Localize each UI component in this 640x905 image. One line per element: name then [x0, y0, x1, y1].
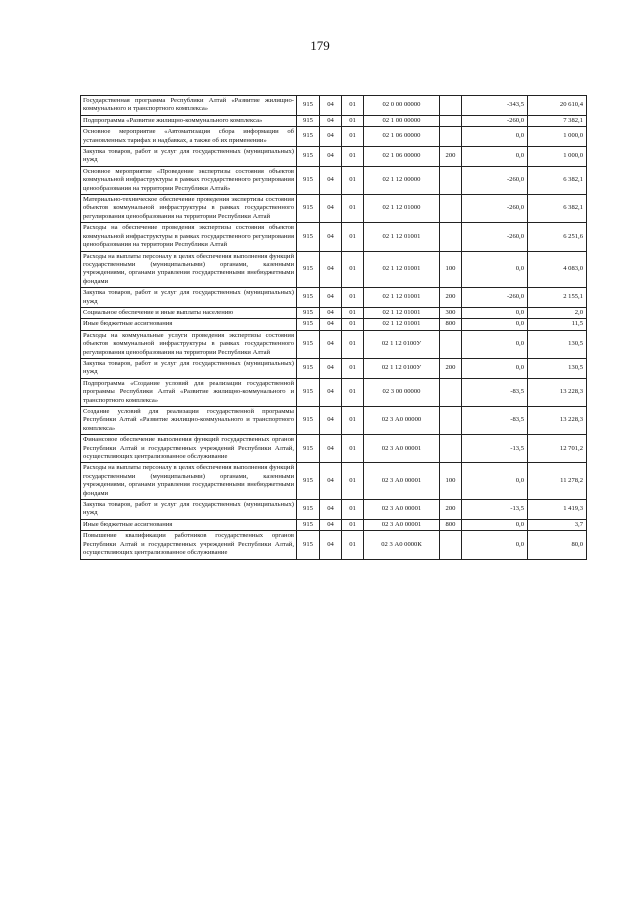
- target-article-cell: 02 3 А0 00001: [364, 463, 440, 500]
- section-cell: 04: [320, 358, 342, 378]
- change-amount-cell: 0,0: [462, 463, 528, 500]
- subsection-cell: 01: [342, 307, 364, 318]
- subsection-cell: 01: [342, 96, 364, 116]
- expense-type-cell: 200: [440, 288, 462, 308]
- row-name-cell: Финансовое обеспечение выполнения функций государственных органов Республики Алтай и государственных учреждений Республики Алтай, осуществляющих централизованное обслуживание: [81, 435, 297, 463]
- section-cell: 04: [320, 463, 342, 500]
- row-name-cell: Подпрограмма «Развитие жилищно-коммунального комплекса»: [81, 115, 297, 126]
- total-amount-cell: 4 083,0: [528, 251, 587, 288]
- expense-type-cell: [440, 223, 462, 251]
- target-article-cell: 02 1 06 00000: [364, 127, 440, 147]
- table-row: [81, 407, 587, 435]
- table-body: [81, 96, 587, 560]
- row-name-cell: Социальное обеспечение и иные выплаты населению: [81, 307, 297, 318]
- row-name-cell: Расходы на коммунальные услуги проведения экспертизы состояния объектов коммунальной инфраструктуры в рамках государственного регулирования ценообразования на территории Республики Алтай: [81, 330, 297, 358]
- total-amount-cell: 6 382,1: [528, 166, 587, 194]
- target-article-cell: 02 1 12 00000: [364, 166, 440, 194]
- grbs-cell: 915: [297, 127, 320, 147]
- row-name-cell: Основное мероприятие «Проведение экспертизы состояния объектов коммунальной инфраструктуры в рамках государственного регулирования ценообразования на территории Республики Алтай»: [81, 166, 297, 194]
- total-amount-cell: 13 228,3: [528, 407, 587, 435]
- subsection-cell: 01: [342, 251, 364, 288]
- total-amount-cell: 1 419,3: [528, 500, 587, 520]
- subsection-cell: 01: [342, 288, 364, 308]
- target-article-cell: 02 3 А0 00000: [364, 407, 440, 435]
- table-row: [81, 500, 587, 520]
- subsection-cell: 01: [342, 378, 364, 406]
- total-amount-cell: 6 382,1: [528, 195, 587, 223]
- change-amount-cell: 0,0: [462, 307, 528, 318]
- subsection-cell: 01: [342, 463, 364, 500]
- total-amount-cell: 11,5: [528, 319, 587, 330]
- grbs-cell: 915: [297, 407, 320, 435]
- expense-type-cell: 200: [440, 500, 462, 520]
- row-name-cell: Повышение квалификации работников государственных органов Республики Алтай и государственных учреждений Республики Алтай, осуществляющих централизованное обслуживание: [81, 531, 297, 559]
- expense-type-cell: 800: [440, 319, 462, 330]
- subsection-cell: 01: [342, 115, 364, 126]
- page-number: 179: [310, 38, 330, 53]
- change-amount-cell: -13,5: [462, 435, 528, 463]
- grbs-cell: 915: [297, 147, 320, 167]
- row-name-cell: Иные бюджетные ассигнования: [81, 319, 297, 330]
- row-name-cell: Расходы на выплаты персоналу в целях обеспечения выполнения функций государственными (муниципальными) органами, казенными учреждениями, органами управления государственными внебюджетными фондами: [81, 251, 297, 288]
- total-amount-cell: 1 000,0: [528, 147, 587, 167]
- grbs-cell: 915: [297, 307, 320, 318]
- total-amount-cell: 6 251,6: [528, 223, 587, 251]
- table-row: [81, 519, 587, 530]
- target-article-cell: 02 1 12 01001: [364, 251, 440, 288]
- budget-table: [80, 95, 587, 560]
- expense-type-cell: [440, 378, 462, 406]
- target-article-cell: 02 1 12 01001: [364, 319, 440, 330]
- row-name-cell: Подпрограмма «Создание условий для реализации государственной программы Республики Алтай «Развитие жилищно-коммунального и транспортного комплекса»: [81, 378, 297, 406]
- change-amount-cell: 0,0: [462, 251, 528, 288]
- table-row: [81, 251, 587, 288]
- change-amount-cell: -260,0: [462, 115, 528, 126]
- subsection-cell: 01: [342, 407, 364, 435]
- section-cell: 04: [320, 330, 342, 358]
- grbs-cell: 915: [297, 358, 320, 378]
- expense-type-cell: [440, 96, 462, 116]
- row-name-cell: Государственная программа Республики Алтай «Развитие жилищно-коммунального и транспортного комплекса»: [81, 96, 297, 116]
- total-amount-cell: 13 228,3: [528, 378, 587, 406]
- target-article-cell: 02 3 А0 00001: [364, 519, 440, 530]
- subsection-cell: 01: [342, 127, 364, 147]
- table-row: [81, 195, 587, 223]
- expense-type-cell: 100: [440, 251, 462, 288]
- total-amount-cell: 20 610,4: [528, 96, 587, 116]
- subsection-cell: 01: [342, 531, 364, 559]
- change-amount-cell: 0,0: [462, 531, 528, 559]
- target-article-cell: 02 1 00 00000: [364, 115, 440, 126]
- section-cell: 04: [320, 500, 342, 520]
- row-name-cell: Основное мероприятие «Автоматизация сбора информации об установленных тарифах и надбавках, а также об их применении»: [81, 127, 297, 147]
- total-amount-cell: 2,0: [528, 307, 587, 318]
- row-name-cell: Расходы на выплаты персоналу в целях обеспечения выполнения функций государственными (муниципальными) органами, казенными учреждениями, органами управления государственными внебюджетными фондами: [81, 463, 297, 500]
- row-name-cell: Закупка товаров, работ и услуг для государственных (муниципальных) нужд: [81, 288, 297, 308]
- subsection-cell: 01: [342, 358, 364, 378]
- subsection-cell: 01: [342, 330, 364, 358]
- grbs-cell: 915: [297, 463, 320, 500]
- grbs-cell: 915: [297, 115, 320, 126]
- section-cell: 04: [320, 115, 342, 126]
- subsection-cell: 01: [342, 147, 364, 167]
- table-row: [81, 435, 587, 463]
- total-amount-cell: 1 000,0: [528, 127, 587, 147]
- row-name-cell: Закупка товаров, работ и услуг для государственных (муниципальных) нужд: [81, 500, 297, 520]
- expense-type-cell: 800: [440, 519, 462, 530]
- grbs-cell: 915: [297, 330, 320, 358]
- grbs-cell: 915: [297, 195, 320, 223]
- section-cell: 04: [320, 166, 342, 194]
- subsection-cell: 01: [342, 435, 364, 463]
- section-cell: 04: [320, 519, 342, 530]
- row-name-cell: Расходы на обеспечение проведения экспертизы состояния объектов коммунальной инфраструктуры в рамках государственного регулирования ценообразования на территории Республики Алтай: [81, 223, 297, 251]
- expense-type-cell: 200: [440, 147, 462, 167]
- target-article-cell: 02 3 А0 0000К: [364, 531, 440, 559]
- target-article-cell: 02 1 12 01001: [364, 307, 440, 318]
- subsection-cell: 01: [342, 519, 364, 530]
- target-article-cell: 02 1 12 0100У: [364, 358, 440, 378]
- section-cell: 04: [320, 435, 342, 463]
- change-amount-cell: 0,0: [462, 127, 528, 147]
- table-row: [81, 531, 587, 559]
- target-article-cell: 02 1 12 0100У: [364, 330, 440, 358]
- table-row: [81, 223, 587, 251]
- row-name-cell: Создание условий для реализации государственной программы Республики Алтай «Развитие жилищно-коммунального и транспортного комплекса»: [81, 407, 297, 435]
- table-row: [81, 147, 587, 167]
- change-amount-cell: -13,5: [462, 500, 528, 520]
- total-amount-cell: 3,7: [528, 519, 587, 530]
- target-article-cell: 02 3 А0 00001: [364, 500, 440, 520]
- change-amount-cell: -260,0: [462, 288, 528, 308]
- target-article-cell: 02 3 00 00000: [364, 378, 440, 406]
- change-amount-cell: 0,0: [462, 330, 528, 358]
- section-cell: 04: [320, 127, 342, 147]
- section-cell: 04: [320, 378, 342, 406]
- expense-type-cell: [440, 115, 462, 126]
- section-cell: 04: [320, 195, 342, 223]
- expense-type-cell: 300: [440, 307, 462, 318]
- expense-type-cell: [440, 127, 462, 147]
- subsection-cell: 01: [342, 500, 364, 520]
- change-amount-cell: -343,5: [462, 96, 528, 116]
- section-cell: 04: [320, 223, 342, 251]
- expense-type-cell: [440, 407, 462, 435]
- section-cell: 04: [320, 307, 342, 318]
- table-row: [81, 96, 587, 116]
- subsection-cell: 01: [342, 166, 364, 194]
- expense-type-cell: [440, 531, 462, 559]
- table-row: [81, 463, 587, 500]
- section-cell: 04: [320, 319, 342, 330]
- subsection-cell: 01: [342, 223, 364, 251]
- target-article-cell: 02 1 12 01001: [364, 288, 440, 308]
- section-cell: 04: [320, 531, 342, 559]
- total-amount-cell: 80,0: [528, 531, 587, 559]
- table-row: [81, 307, 587, 318]
- row-name-cell: Материально-техническое обеспечение проведения экспертизы состояния объектов коммунальной инфраструктуры в рамках государственного регулирования ценообразования на территории Республики Алтай: [81, 195, 297, 223]
- table-row: [81, 358, 587, 378]
- change-amount-cell: -260,0: [462, 195, 528, 223]
- grbs-cell: 915: [297, 435, 320, 463]
- total-amount-cell: 11 278,2: [528, 463, 587, 500]
- table-row: [81, 127, 587, 147]
- expense-type-cell: [440, 330, 462, 358]
- row-name-cell: Закупка товаров, работ и услуг для государственных (муниципальных) нужд: [81, 147, 297, 167]
- target-article-cell: 02 1 06 00000: [364, 147, 440, 167]
- grbs-cell: 915: [297, 531, 320, 559]
- change-amount-cell: -260,0: [462, 223, 528, 251]
- total-amount-cell: 2 155,1: [528, 288, 587, 308]
- section-cell: 04: [320, 251, 342, 288]
- table-row: [81, 115, 587, 126]
- change-amount-cell: 0,0: [462, 147, 528, 167]
- change-amount-cell: -260,0: [462, 166, 528, 194]
- grbs-cell: 915: [297, 166, 320, 194]
- expense-type-cell: 100: [440, 463, 462, 500]
- total-amount-cell: 7 382,1: [528, 115, 587, 126]
- table-row: [81, 166, 587, 194]
- grbs-cell: 915: [297, 251, 320, 288]
- total-amount-cell: 130,5: [528, 358, 587, 378]
- section-cell: 04: [320, 407, 342, 435]
- change-amount-cell: 0,0: [462, 319, 528, 330]
- change-amount-cell: -83,5: [462, 378, 528, 406]
- target-article-cell: 02 3 А0 00001: [364, 435, 440, 463]
- table-row: [81, 288, 587, 308]
- change-amount-cell: 0,0: [462, 358, 528, 378]
- expense-type-cell: [440, 166, 462, 194]
- table-row: [81, 330, 587, 358]
- section-cell: 04: [320, 96, 342, 116]
- target-article-cell: 02 1 12 01001: [364, 223, 440, 251]
- grbs-cell: 915: [297, 500, 320, 520]
- table-row: [81, 378, 587, 406]
- table-row: [81, 319, 587, 330]
- section-cell: 04: [320, 288, 342, 308]
- total-amount-cell: 130,5: [528, 330, 587, 358]
- grbs-cell: 915: [297, 96, 320, 116]
- change-amount-cell: -83,5: [462, 407, 528, 435]
- change-amount-cell: 0,0: [462, 519, 528, 530]
- total-amount-cell: 12 701,2: [528, 435, 587, 463]
- subsection-cell: 01: [342, 195, 364, 223]
- grbs-cell: 915: [297, 223, 320, 251]
- expense-type-cell: [440, 195, 462, 223]
- expense-type-cell: 200: [440, 358, 462, 378]
- row-name-cell: Иные бюджетные ассигнования: [81, 519, 297, 530]
- grbs-cell: 915: [297, 519, 320, 530]
- grbs-cell: 915: [297, 288, 320, 308]
- row-name-cell: Закупка товаров, работ и услуг для государственных (муниципальных) нужд: [81, 358, 297, 378]
- grbs-cell: 915: [297, 378, 320, 406]
- section-cell: 04: [320, 147, 342, 167]
- target-article-cell: 02 0 00 00000: [364, 96, 440, 116]
- expense-type-cell: [440, 435, 462, 463]
- grbs-cell: 915: [297, 319, 320, 330]
- subsection-cell: 01: [342, 319, 364, 330]
- target-article-cell: 02 1 12 01000: [364, 195, 440, 223]
